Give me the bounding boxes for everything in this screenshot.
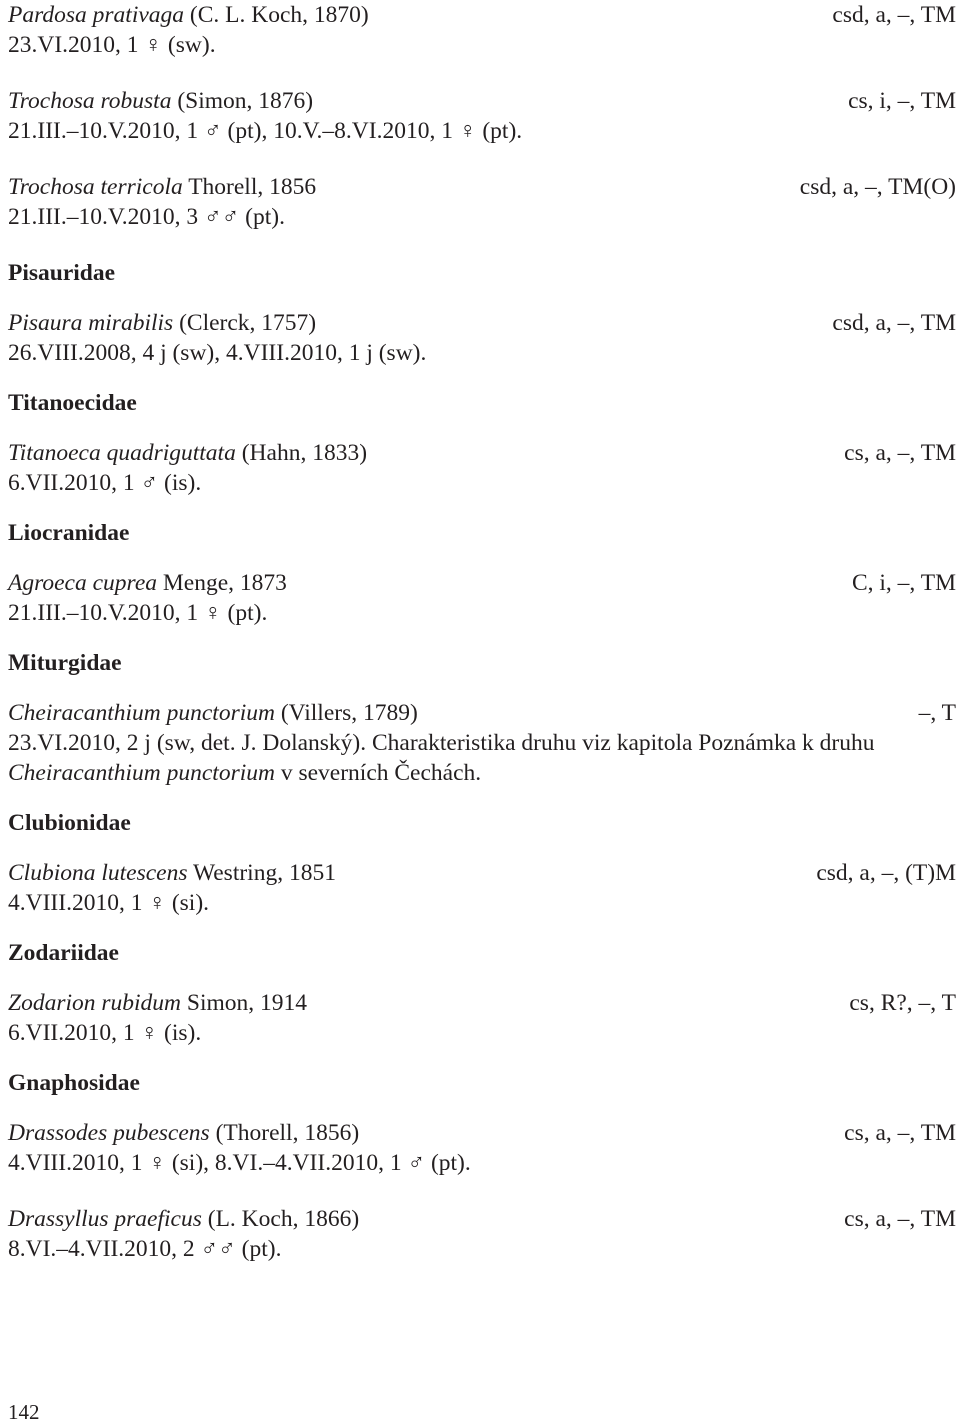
- species-entry: [8, 0, 956, 30]
- species-name: Trochosa terricola: [8, 174, 183, 200]
- species-entry: [8, 698, 956, 728]
- family-heading: Gnaphosidae: [8, 1070, 140, 1096]
- species-status: –, T: [918, 700, 956, 726]
- species-status: cs, i, –, TM: [848, 88, 956, 114]
- species-status: cs, R?, –, T: [849, 990, 956, 1016]
- species-entry: [8, 568, 956, 598]
- species-name: Pardosa prativaga: [8, 2, 185, 28]
- species-record: 26.VIII.2008, 4 j (sw), 4.VIII.2010, 1 j (sw).: [8, 340, 427, 366]
- species-record: 8.VI.–4.VII.2010, 2 ♂♂ (pt).: [8, 1236, 282, 1262]
- species-name-line: [8, 568, 287, 598]
- species-status: csd, a, –, TM: [832, 310, 956, 336]
- species-record: 6.VII.2010, 1 ♂ (is).: [8, 470, 202, 496]
- species-entry: [8, 1204, 956, 1234]
- species-name: Cheiracanthium punctorium: [8, 700, 275, 726]
- document-page: [8, 0, 956, 1264]
- species-entry: [8, 172, 956, 202]
- species-entry: [8, 86, 956, 116]
- family-heading: Zodariidae: [8, 940, 119, 966]
- species-record: 21.III.–10.V.2010, 3 ♂♂ (pt).: [8, 204, 285, 230]
- family-heading: Miturgidae: [8, 650, 122, 676]
- species-name-line: [8, 438, 367, 468]
- species-name: Pisaura mirabilis: [8, 310, 174, 336]
- species-record: 21.III.–10.V.2010, 1 ♀ (pt).: [8, 600, 268, 626]
- family-heading: Liocranidae: [8, 520, 130, 546]
- species-name-line: [8, 1204, 359, 1234]
- family-heading: Pisauridae: [8, 260, 116, 286]
- family-heading: Titanoecidae: [8, 390, 137, 416]
- species-name-line: [8, 698, 418, 728]
- species-name: Agroeca cuprea: [8, 570, 157, 596]
- species-name-line: [8, 172, 316, 202]
- species-status: csd, a, –, (T)M: [816, 860, 956, 886]
- species-status: C, i, –, TM: [851, 570, 956, 596]
- family-heading: Clubionidae: [8, 810, 131, 836]
- species-name-line: [8, 988, 307, 1018]
- species-entry: [8, 988, 956, 1018]
- species-status: csd, a, –, TM(O): [799, 174, 956, 200]
- species-author: Menge, 1873: [157, 570, 287, 596]
- page-number: 142: [8, 1400, 40, 1424]
- species-record: 4.VIII.2010, 1 ♀ (si), 8.VI.–4.VII.2010, 1 ♂ (pt).: [8, 1150, 471, 1176]
- species-author: (Villers, 1789): [274, 700, 418, 726]
- species-status: cs, a, –, TM: [844, 1120, 956, 1146]
- species-author: Westring, 1851: [187, 860, 336, 886]
- species-name-line: [8, 308, 316, 338]
- species-name: Zodarion rubidum: [8, 990, 182, 1016]
- species-author: (L. Koch, 1866): [201, 1206, 360, 1232]
- species-name-line: [8, 86, 313, 116]
- species-name: Titanoeca quadriguttata: [8, 440, 236, 466]
- species-status: cs, a, –, TM: [844, 1206, 956, 1232]
- species-status: cs, a, –, TM: [844, 440, 956, 466]
- species-name: Drassodes pubescens: [8, 1120, 210, 1146]
- species-entry: [8, 1118, 956, 1148]
- species-name: Clubiona lutescens: [8, 860, 188, 886]
- species-record-tail: v severních Čechách.: [274, 760, 482, 786]
- species-author: (Thorell, 1856): [209, 1120, 360, 1146]
- species-author: (Hahn, 1833): [235, 440, 368, 466]
- species-author: Thorell, 1856: [182, 174, 317, 200]
- species-name-reference: Cheiracanthium punctorium: [8, 760, 275, 786]
- species-record: 23.VI.2010, 2 j (sw, det. J. Dolanský). Charakteristika druhu viz kapitola Poznámka k druhu: [8, 730, 875, 756]
- species-entry: [8, 308, 956, 338]
- species-record: 4.VIII.2010, 1 ♀ (si).: [8, 890, 210, 916]
- species-name: Trochosa robusta: [8, 88, 172, 114]
- species-record-continued: [8, 758, 956, 788]
- species-name-line: [8, 1118, 359, 1148]
- species-status: csd, a, –, TM: [832, 2, 956, 28]
- species-record: 6.VII.2010, 1 ♀ (is).: [8, 1020, 202, 1046]
- species-name-line: [8, 858, 336, 888]
- species-author: (Clerck, 1757): [173, 310, 317, 336]
- species-author: Simon, 1914: [181, 990, 308, 1016]
- species-name-line: [8, 0, 369, 30]
- species-author: (Simon, 1876): [171, 88, 314, 114]
- species-name: Drassyllus praeficus: [8, 1206, 202, 1232]
- species-author: (C. L. Koch, 1870): [184, 2, 369, 28]
- species-record: 21.III.–10.V.2010, 1 ♂ (pt), 10.V.–8.VI.2010, 1 ♀ (pt).: [8, 118, 523, 144]
- species-record: 23.VI.2010, 1 ♀ (sw).: [8, 32, 216, 58]
- species-entry: [8, 438, 956, 468]
- species-entry: [8, 858, 956, 888]
